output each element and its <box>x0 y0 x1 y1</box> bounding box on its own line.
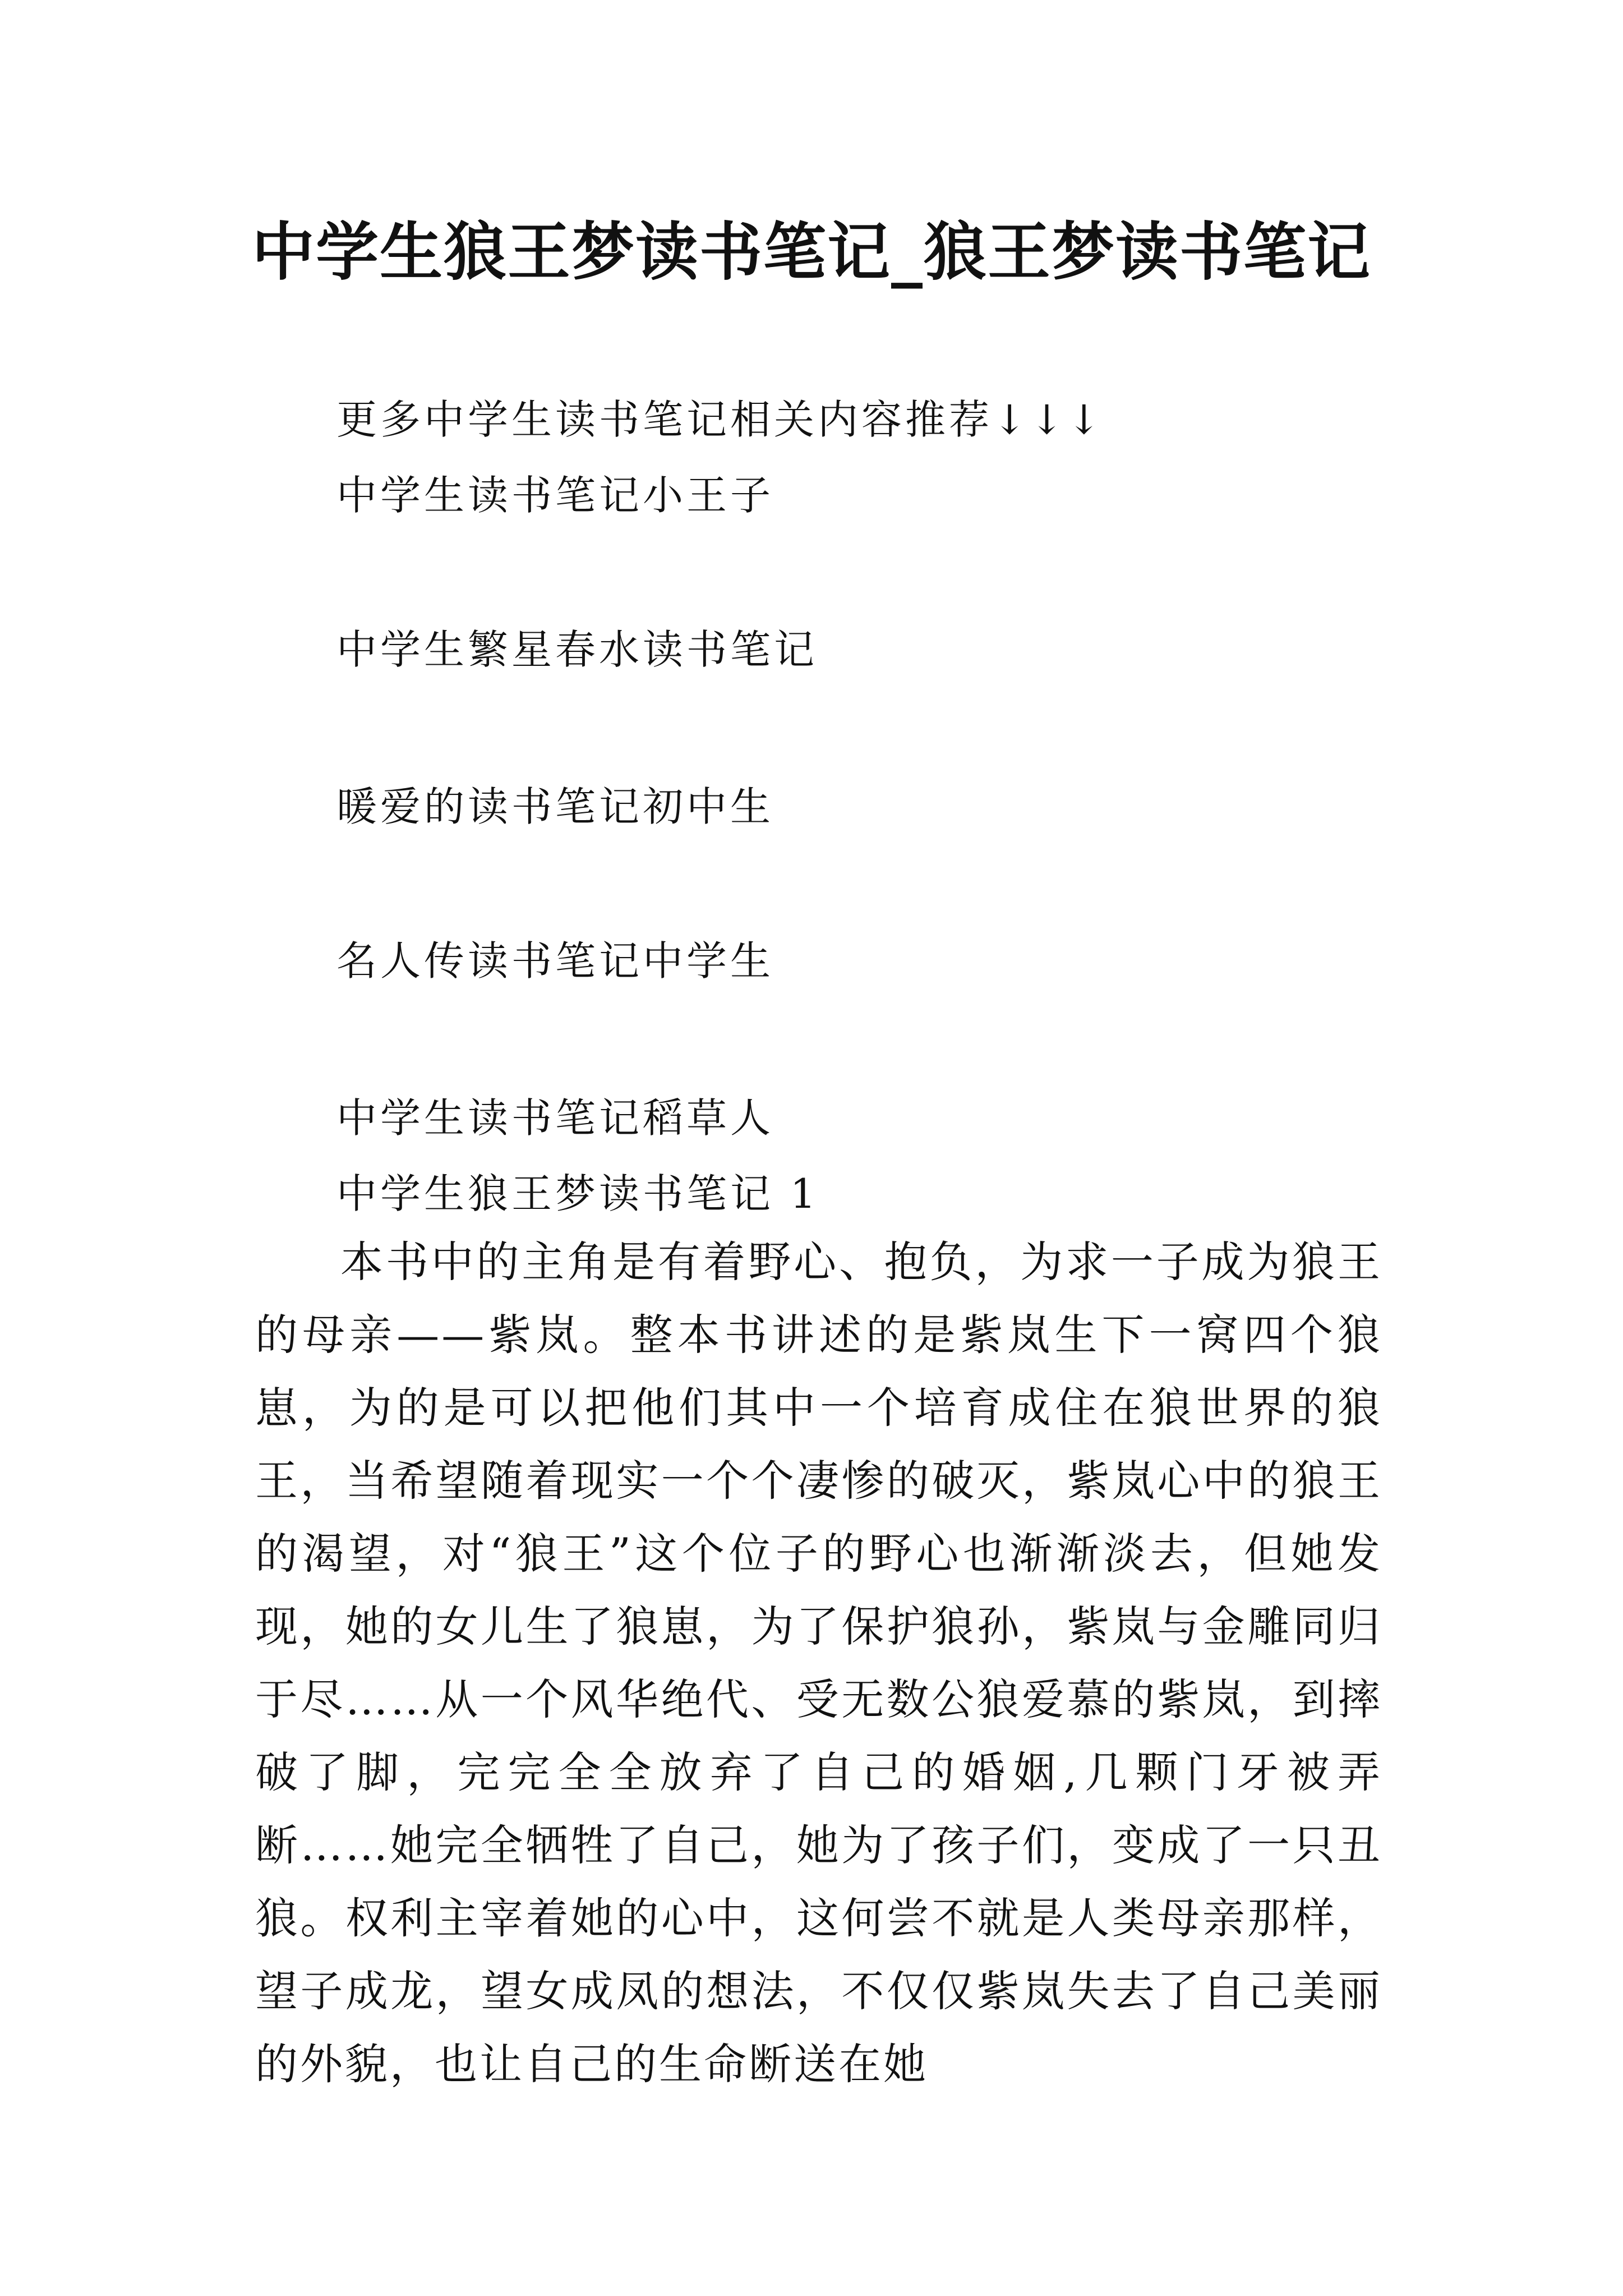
section-heading: 中学生狼王梦读书笔记 1 <box>336 1170 819 1217</box>
recommended-link-1[interactable]: 中学生读书笔记小王子 <box>336 472 774 519</box>
recommended-link-2[interactable]: 中学生繁星春水读书笔记 <box>336 626 818 673</box>
document-title: 中学生狼王梦读书笔记_狼王梦读书笔记 <box>252 215 1371 289</box>
body-paragraph: 本书中的主角是有着野心、抱负，为求一子成为狼王的母亲——紫岚。整本书讲述的是紫岚生下一窝四个狼崽，为的是可以把他们其中一个培育成住在狼世界的狼王，当希望随着现实一个个凄惨的破灭，紫岚心中的狼王的渴望，对“狼王”这个位子的野心也渐渐淡去，但她发现，她的女儿生了狼崽，为了保护狼孙，紫岚与金雕同归于尽……从一个风华绝代、受无数公狼爱慕的紫岚，到摔破了脚，完完全全放弃了自己的婚姻,几颗门牙被弄断……她完全牺牲了自己，她为了孩子们，变成了一只丑狼。权利主宰着她的心中，这何尝不就是人类母亲那样，望子成龙，望女成凤的想法，不仅仅紫岚失去了自己美丽的外貌，也让自己的生命断送在她 <box>255 1237 1382 2089</box>
recommended-link-4[interactable]: 名人传读书笔记中学生 <box>336 937 774 984</box>
recommended-link-3[interactable]: 暖爱的读书笔记初中生 <box>336 783 774 830</box>
recommend-heading: 更多中学生读书笔记相关内容推荐↓↓↓ <box>336 396 1104 443</box>
recommended-link-5[interactable]: 中学生读书笔记稻草人 <box>336 1094 774 1142</box>
